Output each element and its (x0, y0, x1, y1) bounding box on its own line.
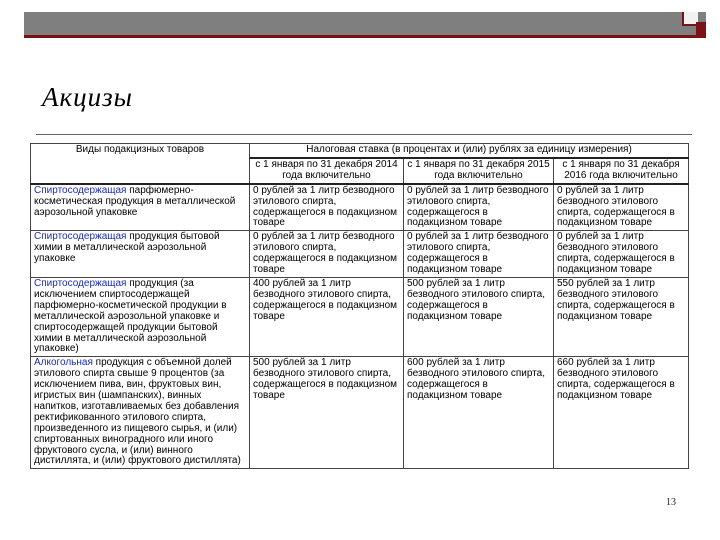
goods-cell (31, 277, 250, 356)
rate-2016-cell: 0 рублей за 1 литр безводного этилового спирта, содержащегося в подакцизном товаре (554, 231, 689, 278)
table-row (31, 277, 689, 356)
title-divider (36, 134, 692, 135)
goods-cell (31, 357, 250, 469)
rate-2015-cell: 600 рублей за 1 литр безводного этилового спирта, содержащегося в подакцизном товаре (404, 357, 554, 469)
rate-2015-cell: 500 рублей за 1 литр безводного этилового спирта, содержащегося в подакцизном товаре (404, 277, 554, 356)
goods-description: продукция (за исключением спиртосодержащей парфюмерно-косметической продукции в металлической аэрозольной упаковке и спиртосодержащей продукции бытовой химии в металлической аэрозольной упаковке) (34, 277, 227, 355)
goods-cell (31, 184, 250, 231)
rate-2015-cell: 0 рублей за 1 литр безводного этилового спирта, содержащегося в подакцизном товаре (404, 184, 554, 231)
header-rate-group: Налоговая ставка (в процентах и (или) рублях за единицу измерения) (250, 144, 689, 158)
table-row (31, 184, 689, 231)
header-decoration-accent (696, 22, 706, 35)
rate-2014-cell: 0 рублей за 1 литр безводного этилового спирта, содержащегося в подакцизном товаре (250, 184, 404, 231)
goods-keyword: Спиртосодержащая (34, 277, 127, 289)
rate-2016-cell: 550 рублей за 1 литр безводного этилового спирта, содержащегося в подакцизном товаре (554, 277, 689, 356)
rate-2016-cell: 660 рублей за 1 литр безводного этилового спирта, содержащегося в подакцизном товаре (554, 357, 689, 469)
header-goods: Виды подакцизных товаров (31, 144, 250, 184)
slide-header-bar (24, 12, 706, 38)
header-period-2014: с 1 января по 31 декабря 2014 года включительно (250, 158, 404, 184)
header-period-2015: с 1 января по 31 декабря 2015 года включительно (404, 158, 554, 184)
page-number: 13 (666, 497, 676, 508)
rate-2014-cell: 0 рублей за 1 литр безводного этилового спирта, содержащегося в подакцизном товаре (250, 231, 404, 278)
rate-2014-cell: 400 рублей за 1 литр безводного этилового спирта, содержащегося в подакцизном товаре (250, 277, 404, 356)
slide-title: Акцизы (42, 82, 133, 112)
goods-cell (31, 231, 250, 278)
rate-2015-cell: 0 рублей за 1 литр безводного этилового спирта, содержащегося в подакцизном товаре (404, 231, 554, 278)
header-period-2016: с 1 января по 31 декабря 2016 года включительно (554, 158, 689, 184)
rate-2014-cell: 500 рублей за 1 литр безводного этилового спирта, содержащегося в подакцизном товаре (250, 357, 404, 469)
rate-2016-cell: 0 рублей за 1 литр безводного этилового спирта, содержащегося в подакцизном товаре (554, 184, 689, 231)
goods-description: продукция бытовой химии в металлической аэрозольной упаковке (34, 231, 220, 265)
goods-keyword: Алкогольная (34, 357, 93, 369)
goods-description: продукция с объемной долей этилового спирта свыше 9 процентов (за исключением пива, вин, фруктовых вин, игристых вин (шампанских), винных напитков, изготавливаемых без добавления ректификованного этилового спирта, произведенного из пищевого сырья, и (или) спиртованных виноградного или иного фруктового сусла, и (или) винного дистиллята, и (или) фруктового дистиллята) (34, 357, 241, 467)
excise-rates-table (30, 143, 689, 469)
table-row (31, 231, 689, 278)
goods-description: парфюмерно-косметическая продукция в металлической аэрозольной упаковке (34, 184, 236, 218)
table-row (31, 357, 689, 469)
goods-keyword: Спиртосодержащая (34, 184, 127, 196)
table-header-row (31, 144, 689, 158)
goods-keyword: Спиртосодержащая (34, 231, 127, 243)
